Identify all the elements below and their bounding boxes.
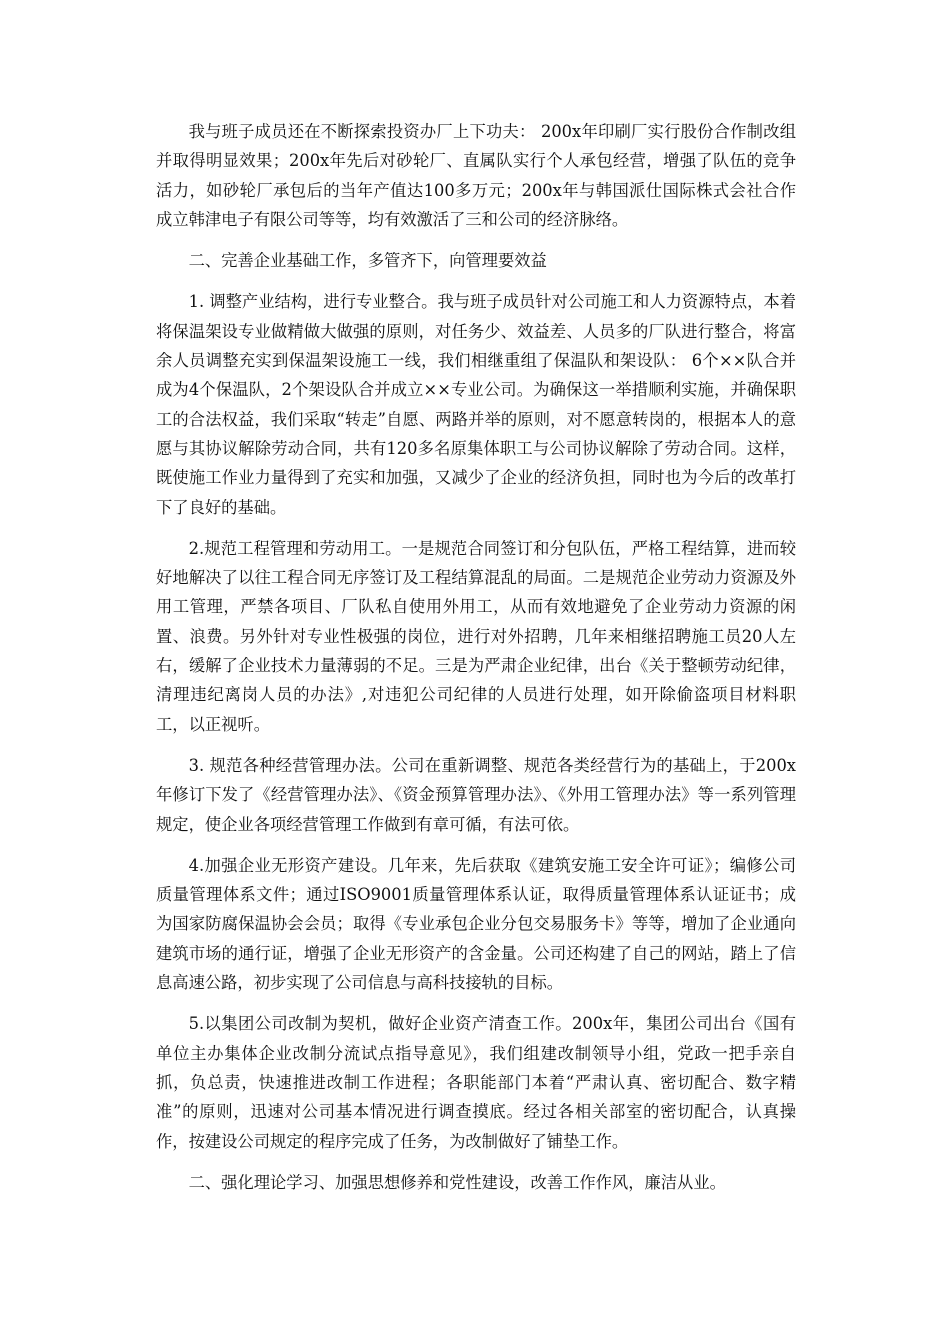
paragraph-operation-rules: 3. 规范各种经营管理办法。公司在重新调整、规范各类经营行为的基础上，于200x年修订下发了《经营管理办法》、《资金预算管理办法》、《外用工管理办法》等一系列管理规定，使企业各项经营管理工作做到有章可循，有法可依。 <box>156 755 796 834</box>
paragraph-investment: 我与班子成员还在不断探索投资办厂上下功夫： 200x年印刷厂实行股份合作制改组并取得明显效果；200x年先后对砂轮厂、直属队实行个人承包经营，增强了队伍的竞争活力，如砂轮厂承包后的当年产值达100多万元；200x年与韩国派仕国际株式会社合作成立韩津电子有限公司等等，均有效激活了三和公司的经济脉络。 <box>156 122 796 229</box>
section-heading-theory-study: 二、强化理论学习、加强思想修养和党性建设，改善工作作风，廉洁从业。 <box>188 1172 726 1192</box>
paragraph-industry-structure: 1. 调整产业结构，进行专业整合。我与班子成员针对公司施工和人力资源特点，本着将保温架设专业做精做大做强的原则，对任务少、效益差、人员多的厂队进行整合，将富余人员调整充实到保温架设施工一线，我们相继重组了保温队和架设队： 6个××队合并成为4个保温队，2个架设队合并成立××专业公司。为确保这一举措顺利实施，并确保职工的合法权益，我们采取“转走”自愿、两路并举的原则，对不愿意转岗的，根据本人的意愿与其协议解除劳动合同，共有120多名原集体职工与公司协议解除了劳动合同。这样，既使施工作业力量得到了充实和加强，又减少了企业的经济负担，同时也为今后的改革打下了良好的基础。 <box>156 292 796 517</box>
section-heading-management: 二、完善企业基础工作，多管齐下，向管理要效益 <box>188 251 547 271</box>
paragraph-engineering-labor: 2.规范工程管理和劳动用工。一是规范合同签订和分包队伍，严格工程结算，进而较好地解决了以往工程合同无序签订及工程结算混乱的局面。二是规范企业劳动力资源及外用工管理，严禁各项目、厂队私自使用外用工，从而有效地避免了企业劳动力资源的闲置、浪费。另外针对专业性极强的岗位，进行对外招聘，几年来相继招聘施工员20人左右，缓解了企业技术力量薄弱的不足。三是为严肃企业纪律，出台《关于整顿劳动纪律，清理违纪离岗人员的办法》,对违犯公司纪律的人员进行处理，如开除偷盗项目材料职工，以正视听。 <box>156 538 796 734</box>
document-page <box>156 117 796 1209</box>
paragraph-intangible-assets: 4.加强企业无形资产建设。几年来，先后获取《建筑安施工安全许可证》；编修公司质量管理体系文件；通过ISO9001质量管理体系认证，取得质量管理体系认证证书；成为国家防腐保温协会会员；取得《专业承包企业分包交易服务卡》等等，增加了企业通向建筑市场的通行证，增强了企业无形资产的含金量。公司还构建了自己的网站，踏上了信息高速公路，初步实现了公司信息与高科技接轨的目标。 <box>156 855 796 993</box>
paragraph-asset-inventory: 5.以集团公司改制为契机，做好企业资产清查工作。200x年，集团公司出台《国有单位主办集体企业改制分流试点指导意见》，我们组建改制领导小组，党政一把手亲自抓，负总责，快速推进改制工作进程；各职能部门本着“严肃认真、密切配合、数字精准”的原则，迅速对公司基本情况进行调查摸底。经过各相关部室的密切配合，认真操作，按建设公司规定的程序完成了任务，为改制做好了铺垫工作。 <box>156 1014 796 1151</box>
